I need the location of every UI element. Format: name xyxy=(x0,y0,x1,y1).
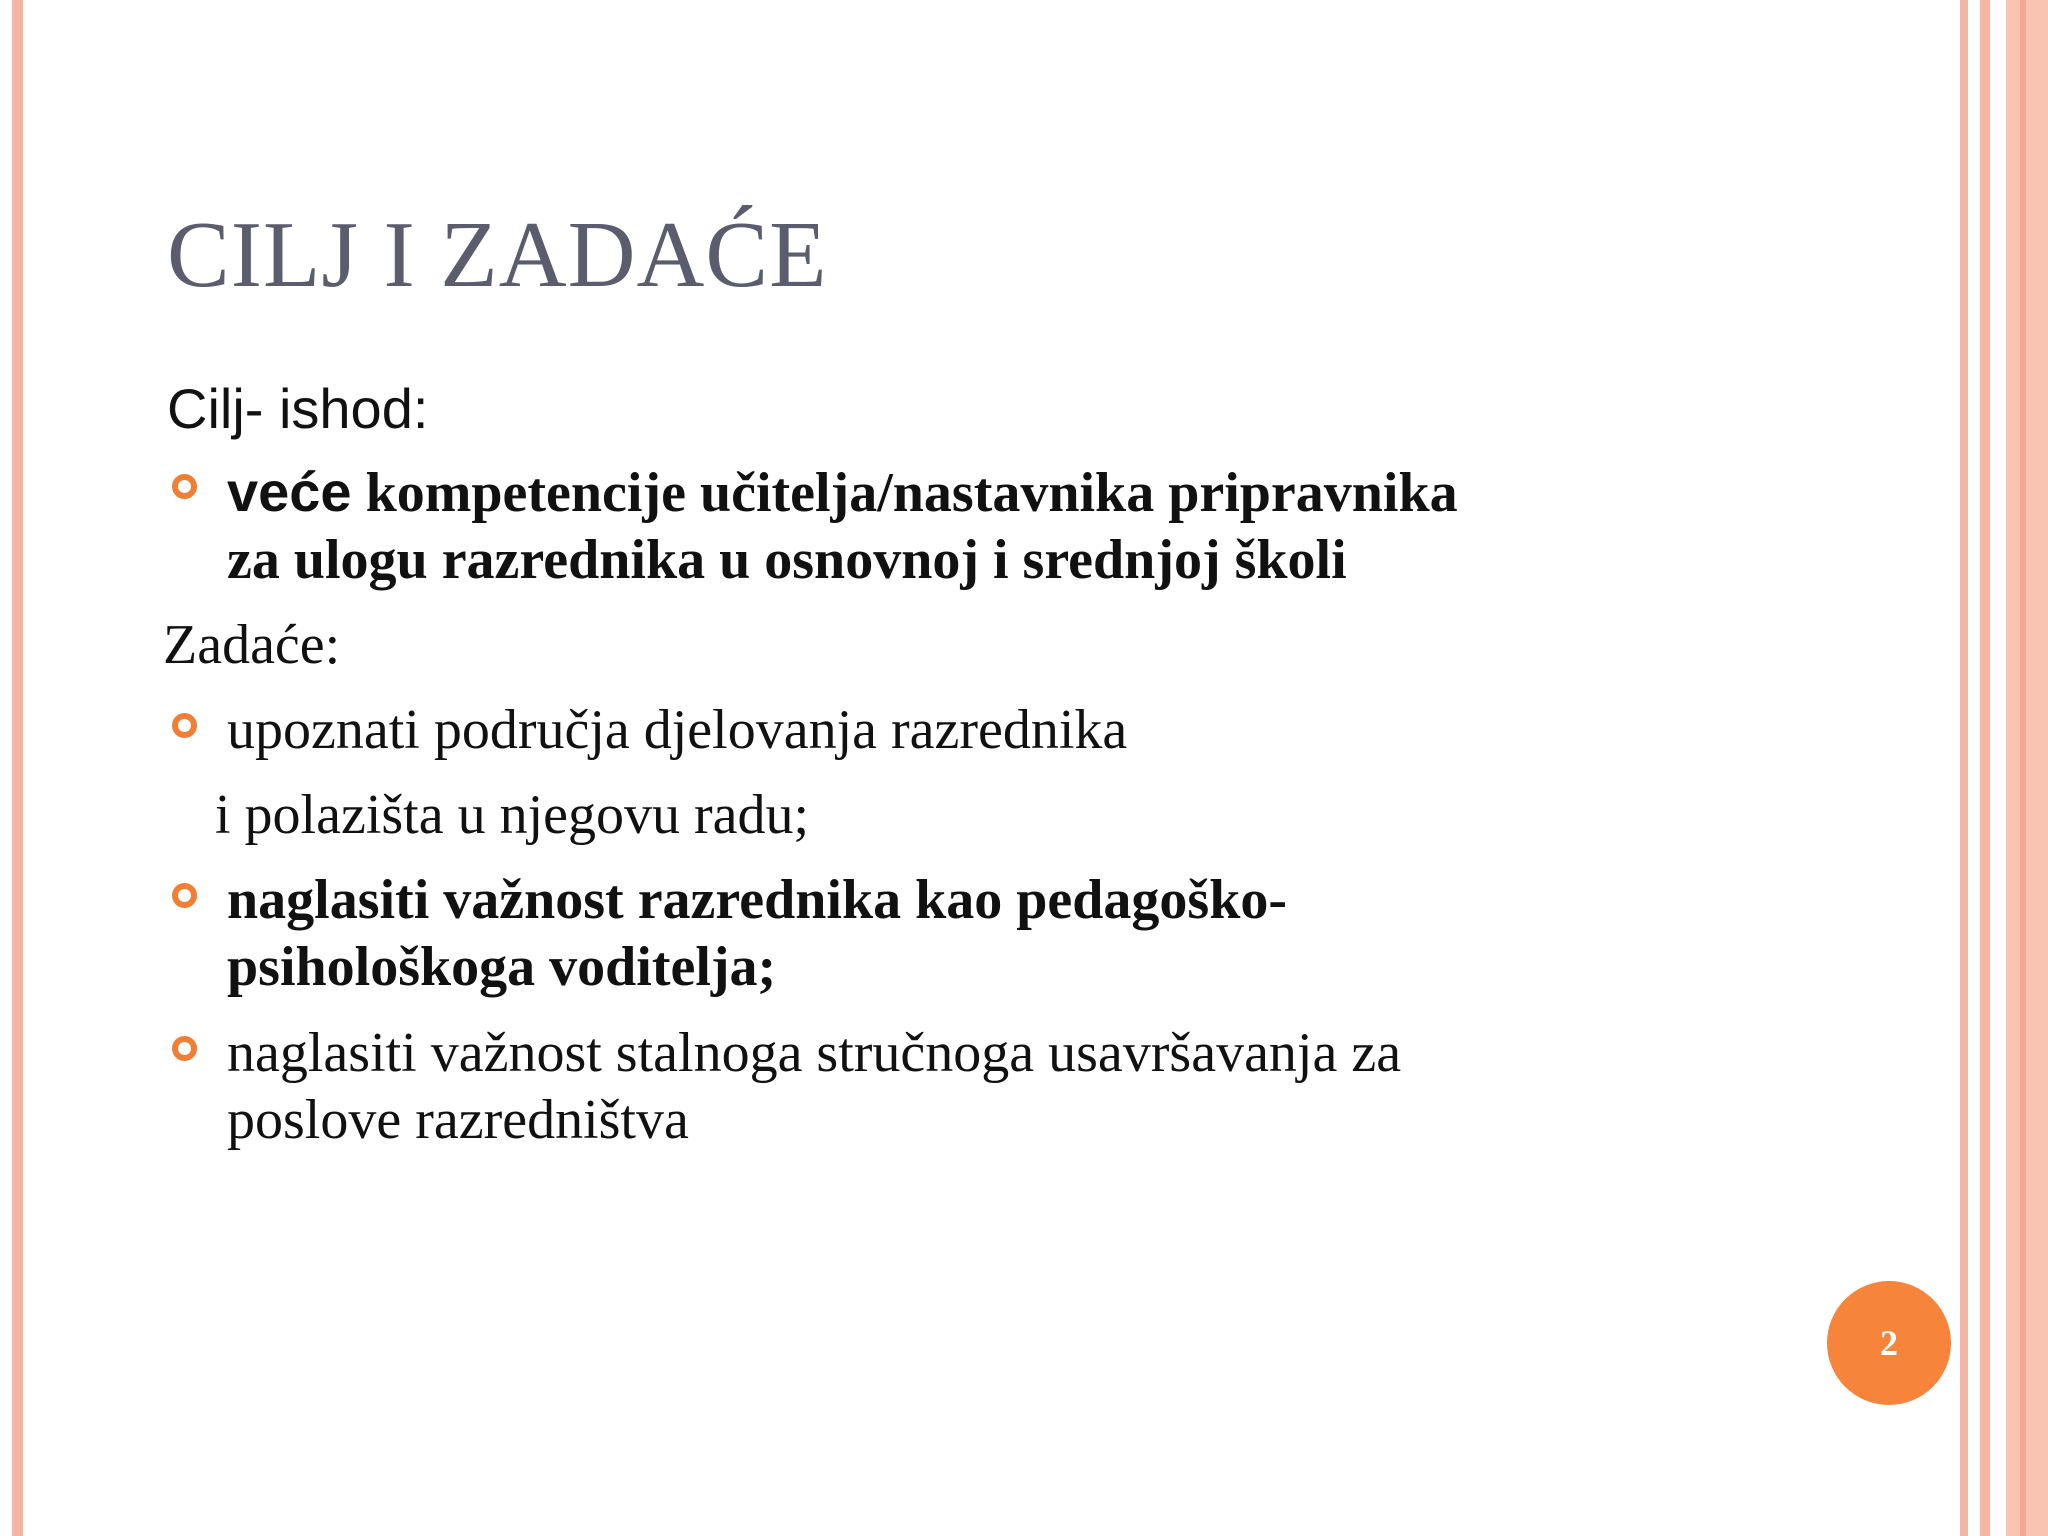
goal-bullet-line-1 xyxy=(227,459,1458,526)
left-decor-stripe xyxy=(12,0,23,1536)
goal-bullet-line-2: za ulogu razrednika u osnovnoj i srednjoj školi xyxy=(227,529,1347,591)
right-decor-stripe xyxy=(2020,0,2026,1536)
right-decor-band xyxy=(2006,0,2048,1536)
task-2-line-2: psihološkoga voditelja; xyxy=(227,936,777,998)
tasks-heading: Zadaće: xyxy=(163,614,341,676)
goal-lead-word: veće xyxy=(227,460,352,523)
task-3-line-2: poslove razredništva xyxy=(227,1089,689,1151)
page-number-badge: 2 xyxy=(1827,1281,1951,1405)
bullet-circle-icon xyxy=(172,713,197,738)
task-1-line-1: upoznati područja djelovanja razrednika xyxy=(227,699,1128,761)
bullet-circle-icon xyxy=(172,474,197,499)
bullet-circle-icon xyxy=(172,883,197,908)
goal-line-1-rest: kompetencije učitelja/nastavnika pripravnika xyxy=(351,462,1458,524)
task-2-line-1: naglasiti važnost razrednika kao pedagoško- xyxy=(227,869,1287,931)
goal-heading: Cilj- ishod: xyxy=(167,377,429,440)
right-decor-stripe xyxy=(1960,0,1968,1536)
task-1-line-2: i polazišta u njegovu radu; xyxy=(215,784,810,846)
right-decor-stripe xyxy=(1980,0,1990,1536)
bullet-circle-icon xyxy=(172,1036,197,1061)
task-3-line-1: naglasiti važnost stalnoga stručnoga usavršavanja za xyxy=(227,1022,1402,1084)
slide-title: CILJ I ZADAĆE xyxy=(167,203,828,307)
